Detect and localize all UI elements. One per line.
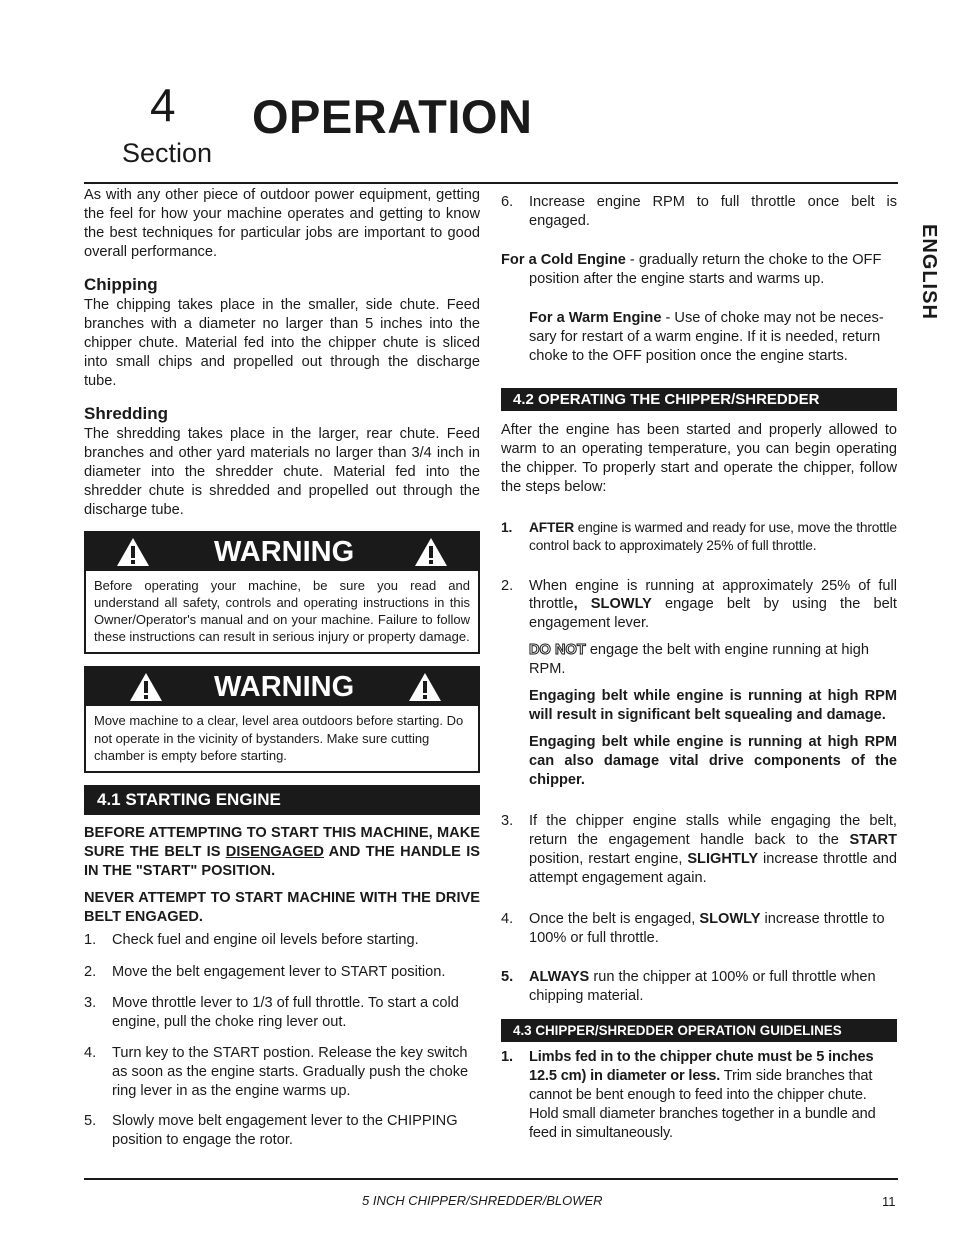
section-4-1-heading: 4.1 STARTING ENGINE <box>84 785 480 815</box>
warning-triangle-icon <box>414 537 448 567</box>
warning-text-1: Before operating your machine, be sure you read and understand all safety, controls and operating instructions in this Owner/Operator's manual and on your machine. Failure to follow these instructions can result in serious injury or property damage. <box>94 577 470 645</box>
step-text: Once the belt is engaged, <box>529 911 700 928</box>
step-number: 1. <box>501 1048 513 1065</box>
step-text: engine is warmed and ready for use, move the throttle control back to approximately 25% of full throttle. <box>529 519 897 553</box>
list-item <box>501 577 897 634</box>
step-bold: SLIGHTLY <box>687 851 759 868</box>
step-text: Slowly move belt engagement lever to the CHIPPING position to engage the rotor. <box>112 1113 458 1149</box>
caution-underlined: DISENGAGED <box>225 843 324 860</box>
step-bold: Limbs fed in to the chipper chute must be 5 inches 12.5 cm) in diameter or less. <box>529 1048 874 1084</box>
step-number: 5. <box>84 1113 97 1130</box>
cold-engine-note <box>501 251 897 289</box>
warning-triangle-icon <box>116 537 150 567</box>
language-tab: ENGLISH <box>918 224 940 320</box>
caution-text-b: AND THE HANDLE IS IN THE "START" POSITION. <box>84 843 480 879</box>
step-number: 4. <box>501 911 514 928</box>
warning-title-1: WARNING <box>214 535 355 568</box>
step-number: 3. <box>84 994 97 1011</box>
footer-rule <box>84 1178 898 1180</box>
step-text: If the chipper engine stalls while engaging the belt, return the engagement handle back to the <box>529 813 897 849</box>
step-text: Check fuel and engine oil levels before starting. <box>112 931 419 948</box>
step-text: increase throttle and attempt engagement again. <box>529 851 897 887</box>
shredding-text: The shredding takes place in the larger, rear chute. Feed branches and other yard materials no larger than 3/4 inch in diameter into the shredder chute. Material fed into the shredder chute is shredded and propelled out through the discharge tube. <box>84 425 480 518</box>
warm-engine-label: For a Warm Engine <box>529 309 662 326</box>
left-column <box>84 186 480 1150</box>
chipping-heading: Chipping <box>84 274 158 294</box>
step-number: 6. <box>501 194 514 210</box>
page-title: OPERATION <box>252 90 533 143</box>
step-bold: AFTER <box>529 519 574 535</box>
right-column <box>501 193 897 1143</box>
warning-box-1 <box>84 531 480 655</box>
step-number: 2. <box>501 577 514 594</box>
step-bold: START <box>849 832 897 849</box>
starting-steps <box>84 931 480 1151</box>
list-item <box>501 910 897 948</box>
section-4-2-heading: 4.2 OPERATING THE CHIPPER/SHREDDER <box>501 388 897 411</box>
caution-belt-disengaged <box>84 824 480 881</box>
page-number: 11 <box>882 1194 896 1209</box>
list-item <box>501 1048 897 1143</box>
chipping-text: The chipping takes place in the smaller, side chute. Feed branches with a diameter no larger than 5 inches into the chipper chute. Material fed into the chipper chute is sliced into small chips and propelled out through the discharge tube. <box>84 296 480 389</box>
section-number: 4 <box>150 79 176 131</box>
section-label: Section <box>122 138 213 168</box>
warning-text-2: Move machine to a clear, level area outdoors before starting. Do not operate in the vicinity of bystanders. Make sure cutting chamber is empty before starting. <box>94 713 464 763</box>
list-item <box>501 519 897 555</box>
warning-triangle-icon <box>408 672 442 702</box>
shredding-heading: Shredding <box>84 403 169 423</box>
header-rule <box>84 182 898 184</box>
list-item <box>84 931 480 950</box>
caution-never-start: NEVER ATTEMPT TO START MACHINE WITH THE DRIVE BELT ENGAGED. <box>84 889 480 925</box>
warm-engine-text: - Use of choke may not be neces-sary for restart of a warm engine. If it is needed, return choke to the OFF position once the engine starts. <box>529 309 884 364</box>
bold-note-drive: Engaging belt while engine is running at high RPM can also damage vital drive components of the chipper. <box>529 734 897 789</box>
step-number: 1. <box>501 519 513 535</box>
section-4-2-intro: After the engine has been started and properly allowed to warm to an operating temperature, you can begin operating the chipper. To properly start and operate the chipper, follow the steps below: <box>501 421 897 495</box>
step-number: 2. <box>84 963 97 980</box>
warning-title-2: WARNING <box>214 671 355 704</box>
do-not-text: engage the belt with engine running at high RPM. <box>529 642 869 678</box>
warning-triangle-icon <box>129 672 163 702</box>
step-text: Move throttle lever to 1/3 of full throttle. To start a cold engine, pull the choke ring lever out. <box>112 994 459 1030</box>
list-item <box>84 1044 480 1101</box>
bold-note-squealing: Engaging belt while engine is running at high RPM will result in significant belt squealing and damage. <box>529 688 897 724</box>
list-item <box>84 994 480 1032</box>
step-text: Trim side branches that cannot be bent enough to feed into the chipper chute. Hold small diameter branches together in a bundle and feed in simultaneously. <box>529 1067 876 1141</box>
list-item <box>501 193 897 231</box>
warm-engine-note <box>501 309 897 366</box>
step-number: 4. <box>84 1044 97 1061</box>
step-text: increase throttle to 100% or full throttle. <box>529 911 885 947</box>
step-number: 3. <box>501 813 514 830</box>
footer-title: 5 INCH CHIPPER/SHREDDER/BLOWER <box>362 1193 603 1208</box>
list-item <box>501 812 897 888</box>
step-bold: , SLOWLY <box>573 596 652 613</box>
step-text: Turn key to the START postion. Release the key switch as soon as the engine starts. Gradually push the choke ring lever in as the engine warms up. <box>112 1044 469 1099</box>
warning-header-2 <box>86 668 478 706</box>
step-text: When engine is running at approximately 25% of full throttle <box>529 577 897 613</box>
warning-header-1 <box>86 533 478 571</box>
step-text: Increase engine RPM to full throttle once belt is engaged. <box>529 194 897 229</box>
section-4-3-heading: 4.3 CHIPPER/SHREDDER OPERATION GUIDELINES <box>501 1019 897 1042</box>
caution-text-a: BEFORE ATTEMPTING TO START THIS MACHINE, MAKE SURE THE BELT IS <box>84 824 480 860</box>
warning-box-2 <box>84 666 480 772</box>
step-text: engage belt by using the belt engagement lever. <box>529 596 897 632</box>
step-bold: SLOWLY <box>699 911 761 928</box>
intro-paragraph: As with any other piece of outdoor power equipment, getting the feel for how your machine operates and getting to know the best techniques for particular jobs are important to good overall performance. <box>84 187 480 260</box>
step-text: Move the belt engagement lever to START position. <box>112 963 446 980</box>
do-not-note <box>501 641 897 679</box>
step-bold: ALWAYS <box>529 969 590 985</box>
list-item <box>501 968 897 1006</box>
list-item <box>84 963 480 982</box>
step-text: position, restart engine, <box>529 851 688 868</box>
do-not-label: DO NOT <box>529 642 586 659</box>
list-item <box>84 1112 480 1150</box>
cold-engine-text: - gradually return the choke to the OFF position after the engine starts and warms up. <box>529 251 882 287</box>
step-number: 5. <box>501 969 514 985</box>
step-text: run the chipper at 100% or full throttle when chipping material. <box>529 969 876 1004</box>
cold-engine-label: For a Cold Engine <box>501 251 626 268</box>
step-number: 1. <box>84 931 97 948</box>
